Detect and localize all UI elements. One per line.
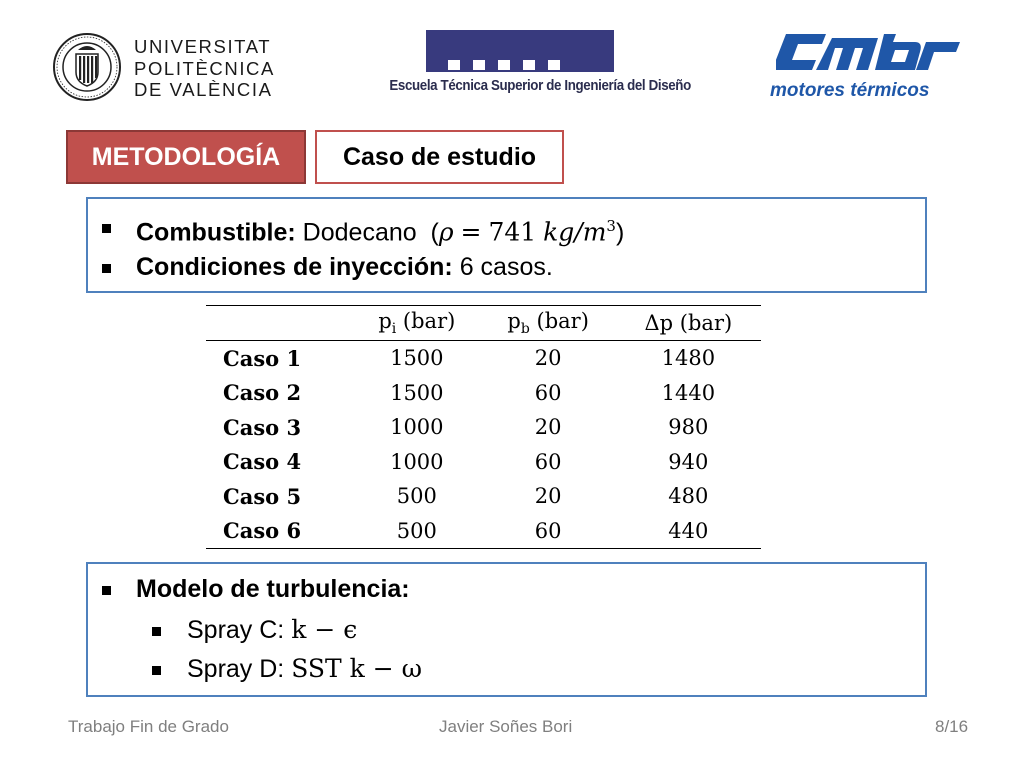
cmt-logo-mark-icon [776, 30, 960, 78]
table-header-pb: $p_b$ (bar) [481, 306, 616, 341]
spray-c-label: Spray C: [187, 616, 285, 644]
table-header-empty [206, 306, 353, 341]
pi-cell: 1500 [390, 346, 444, 371]
etsid-name: Escuela Técnica Superior de Ingeniería del Diseño [389, 78, 691, 94]
footer-page-number: 8/16 [935, 717, 969, 736]
injection-line [136, 252, 553, 282]
pi-cell: 500 [396, 484, 437, 509]
fuel-value: Dodecano [302, 218, 417, 247]
subsection-tag: Caso de estudio [315, 130, 564, 184]
bullet-icon [102, 264, 111, 273]
cmt-logo [768, 30, 958, 104]
upv-line-3: DE VALÈNCIA [134, 79, 273, 100]
pi-cell: 1000 [390, 449, 444, 474]
dp-cell: 1480 [661, 346, 716, 371]
upv-seal-icon [52, 32, 122, 102]
table-body [206, 341, 761, 549]
case-name-cell: Caso 2 [223, 380, 302, 406]
table-header-dp: Δp (bar) [616, 306, 761, 341]
table-row [206, 445, 761, 480]
injection-label: Condiciones de inyección: [136, 253, 453, 281]
turbulence-box [86, 562, 927, 697]
dp-cell: 480 [668, 484, 709, 509]
spray-d-line [187, 654, 422, 684]
upv-name [134, 36, 275, 101]
upv-line-2: POLITÈCNICA [134, 57, 275, 79]
bullet-icon [102, 224, 111, 233]
fuel-label: Combustible: [136, 218, 296, 247]
dp-cell: 980 [668, 415, 709, 440]
pb-cell: 60 [534, 518, 562, 543]
section-tag: METODOLOGÍA [66, 130, 306, 184]
density-value: 741 [488, 217, 537, 247]
pb-cell: 60 [534, 449, 562, 474]
fuel-line: Combustible: Dodecano (ρ = 741 $kg/m^3$) [136, 217, 625, 247]
sub-bullet-icon [152, 627, 161, 636]
etsid-squares [448, 60, 560, 70]
upv-line-1: UNIVERSITAT [134, 36, 272, 57]
footer-author: Javier Soñes Bori [439, 717, 573, 736]
spray-c-model: k − ϵ [291, 615, 358, 644]
dp-cell: 1440 [661, 380, 716, 405]
table-row [206, 514, 761, 549]
footer-course: Trabajo Fin de Grado [68, 717, 229, 736]
table-row [206, 479, 761, 514]
density-symbol: ρ [438, 217, 454, 247]
table-row [206, 341, 761, 376]
injection-value: 6 casos. [459, 253, 553, 281]
case-name-cell: Caso 1 [223, 345, 302, 371]
pb-cell: 20 [534, 484, 562, 509]
case-name-cell: Caso 4 [223, 449, 302, 475]
dp-cell: 440 [668, 518, 709, 543]
fuel-conditions-box [86, 197, 927, 293]
table-header-pi: $p_i$ (bar) [353, 306, 481, 341]
case-name-cell: Caso 6 [223, 518, 302, 544]
dp-cell: 940 [668, 449, 709, 474]
bullet-icon [102, 586, 111, 595]
pb-cell: 20 [534, 346, 562, 371]
spray-c-line [187, 615, 357, 645]
turbulence-label: Modelo de turbulencia: [136, 575, 410, 603]
spray-d-label: Spray D: [187, 655, 285, 683]
density-exponent: 3 [606, 217, 616, 235]
pb-cell: 20 [534, 415, 562, 440]
upv-logo [52, 32, 274, 104]
etsid-logo-mark [426, 30, 614, 72]
density-equals: = [460, 217, 482, 247]
case-name-cell: Caso 3 [223, 414, 302, 440]
density-units: kg/m [543, 217, 607, 247]
pi-cell: 500 [396, 518, 437, 543]
spray-d-model: SST k − ω [291, 654, 423, 683]
table-row [206, 410, 761, 445]
injection-cases-table [206, 305, 761, 549]
sub-bullet-icon [152, 666, 161, 675]
pb-cell: 60 [534, 380, 562, 405]
pi-cell: 1000 [390, 415, 444, 440]
etsid-logo [378, 30, 691, 106]
cmt-name: motores térmicos [770, 80, 930, 101]
pi-cell: 1500 [390, 380, 444, 405]
table-header-row [206, 306, 761, 341]
table-row [206, 376, 761, 411]
case-name-cell: Caso 5 [223, 483, 302, 509]
